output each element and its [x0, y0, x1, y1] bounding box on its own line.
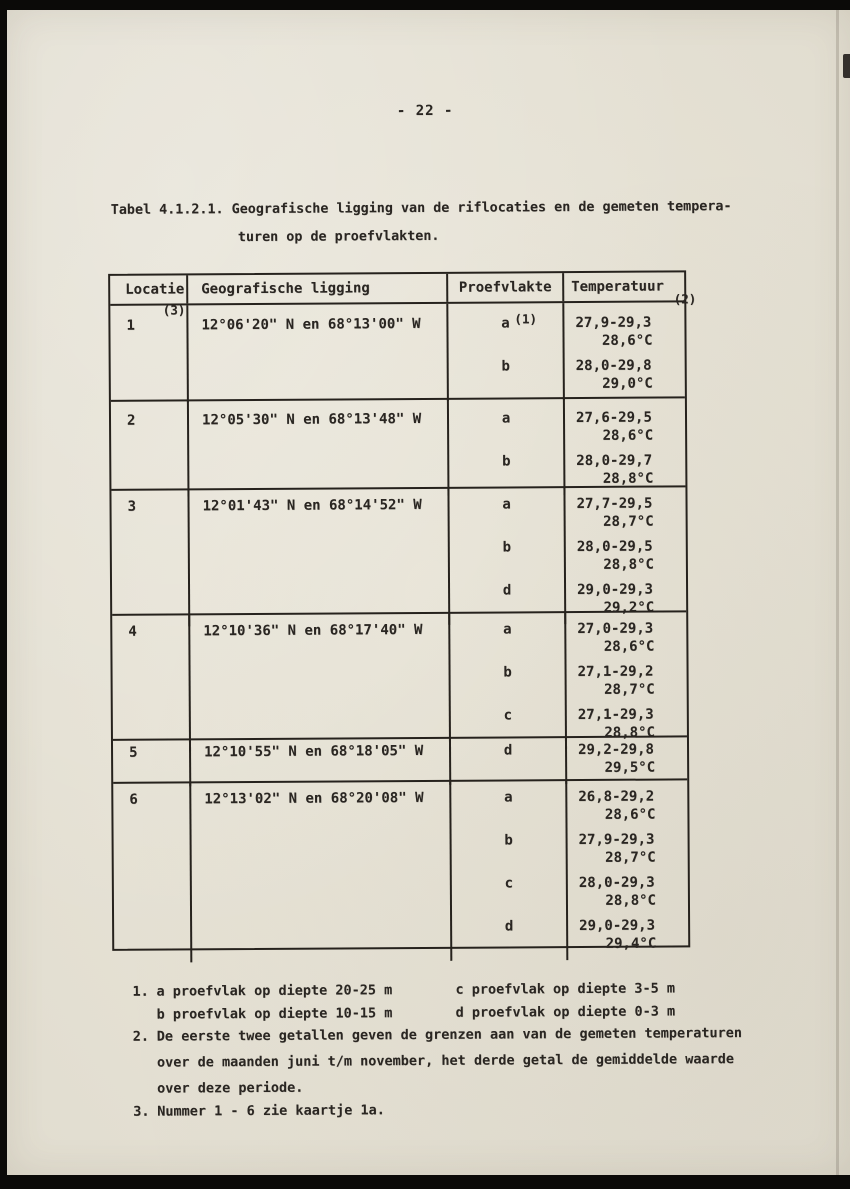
- temperature-range: 27,0-29,3: [577, 620, 654, 638]
- header-temperatuur-label: Temperatuur: [571, 278, 664, 296]
- header-temperatuur: [562, 272, 697, 307]
- proefvlak-letter: a: [501, 410, 511, 427]
- locatie-cell: 2: [126, 412, 136, 429]
- proefvlak-letter: b: [501, 358, 510, 375]
- table-row: [111, 485, 686, 614]
- temperature-entry: [578, 663, 655, 699]
- footnote-2-marker: 2.: [132, 1028, 150, 1045]
- footnote-ref-3: (3): [162, 302, 186, 318]
- proefvlak-letter: d: [502, 582, 512, 599]
- table-row: [111, 396, 686, 489]
- temperatuur-cell: [562, 302, 685, 400]
- table-caption-line1: Tabel 4.1.2.1. Geografische ligging van de riflocaties en de gemeten tempera-: [110, 199, 732, 218]
- locations-temperature-table: [108, 270, 697, 952]
- coordinates-cell: 12°05'30" N en 68°13'48" W: [187, 400, 448, 498]
- header-locatie: Locatie: [125, 281, 185, 298]
- proefvlak-letter: b: [502, 453, 511, 470]
- temperature-entry: [576, 495, 653, 531]
- temperature-entry: [579, 831, 656, 867]
- table-row: [113, 735, 687, 782]
- footnote-2-line2: over de maanden juni t/m november, het derde getal de gemiddelde waarde: [156, 1051, 735, 1071]
- table-caption: [111, 193, 771, 253]
- proefvlak-letter: c: [503, 707, 513, 724]
- temperature-entry: [575, 314, 652, 350]
- temperature-range: 27,9-29,3: [578, 831, 655, 849]
- footnote-depth-b: b proefvlak op diepte 10-15 m: [156, 1005, 393, 1023]
- temperature-entry: [579, 917, 656, 953]
- temperatuur-cell: [563, 398, 686, 495]
- proefvlakte-cell: [448, 613, 565, 750]
- page-number: - 22 -: [396, 102, 454, 120]
- proefvlak-letter: a: [503, 621, 512, 638]
- temperature-range: 28,0-29,5: [576, 538, 653, 556]
- temperature-mean: 28,6°C: [604, 806, 656, 823]
- temperatuur-cell: [564, 612, 687, 749]
- temperature-mean: 29,5°C: [604, 759, 656, 776]
- proefvlak-letter: a: [504, 789, 513, 806]
- locatie-cell: 3: [127, 498, 137, 515]
- temperature-range: 29,0-29,3: [577, 581, 653, 599]
- proefvlak-letter: d: [503, 742, 513, 759]
- footnote-ref-1: (1): [514, 311, 538, 327]
- temperature-mean: 28,6°C: [602, 427, 654, 444]
- coordinates-cell: 12°13'02" N en 68°20'08" W: [189, 782, 450, 963]
- temperature-entry: [577, 581, 654, 617]
- proefvlak-letter: d: [504, 918, 514, 935]
- temperature-range: 26,8-29,2: [578, 788, 655, 806]
- footnote-3: [133, 1099, 385, 1124]
- locatie-number: 1: [126, 317, 135, 334]
- table-row: [112, 610, 687, 739]
- proefvlak-letter-text: a: [501, 315, 510, 332]
- temperature-mean: 28,7°C: [605, 849, 656, 866]
- temperature-mean: 28,7°C: [603, 513, 654, 530]
- temperatuur-cell: [565, 737, 687, 784]
- footnote-1-marker: 1.: [132, 983, 149, 1000]
- temperature-entry: [576, 452, 653, 488]
- footnote-1-col-left: [156, 979, 455, 1027]
- temperature-range: 29,0-29,3: [579, 917, 656, 935]
- footnote-3-text: Nummer 1 - 6 zie kaartje 1a.: [157, 1102, 385, 1120]
- temperature-mean: 28,8°C: [604, 724, 655, 741]
- temperature-entry: [577, 538, 654, 574]
- footnote-1-col-right: [455, 977, 675, 1024]
- temperature-range: 28,0-29,3: [578, 874, 655, 892]
- proefvlak-letter: c: [504, 875, 514, 892]
- proefvlakte-cell: [449, 738, 565, 785]
- footnote-1-columns: [156, 977, 675, 1026]
- proefvlakte-cell: [446, 303, 563, 401]
- temperature-entry: [576, 357, 653, 393]
- temperature-range: 27,6-29,5: [575, 409, 652, 427]
- proefvlakte-cell: [447, 399, 564, 496]
- temperature-range: 27,1-29,2: [577, 663, 654, 681]
- proefvlak-letter: b: [504, 832, 513, 849]
- footnote-2-line1: De eerste twee getallen geven de grenzen aan van de gemeten temperaturen: [156, 1025, 743, 1045]
- locatie-cell: 5: [129, 744, 138, 761]
- temperature-mean: 28,8°C: [605, 892, 657, 909]
- locatie-cell: [110, 302, 187, 402]
- proefvlak-letter: b: [503, 664, 512, 681]
- temperatuur-cell: [563, 487, 686, 624]
- footnote-depth-d: d proefvlak op diepte 0-3 m: [455, 1003, 676, 1021]
- temperature-mean: 29,2°C: [603, 599, 655, 616]
- temperature-mean: 28,8°C: [603, 556, 654, 573]
- table-caption-line2: turen op de proefvlakten.: [237, 228, 440, 246]
- proefvlak-letter: b: [502, 539, 512, 556]
- locatie-cell: 6: [129, 791, 138, 808]
- temperature-entry: [577, 620, 654, 656]
- temperature-range: 29,2-29,8: [577, 741, 654, 759]
- temperature-mean: 28,6°C: [603, 638, 655, 655]
- header-proefvlakte: Proefvlakte: [446, 273, 562, 302]
- temperature-entry: [576, 409, 653, 445]
- temperature-range: 28,0-29,8: [575, 357, 652, 375]
- temperature-entry: [578, 788, 655, 824]
- footnote-1: [132, 977, 675, 1026]
- table-row: [110, 300, 685, 400]
- footnote-ref-2: (2): [673, 291, 697, 307]
- temperature-mean: 28,8°C: [602, 470, 654, 487]
- proefvlak-letter: [448, 311, 562, 351]
- coordinates-cell: 12°10'36" N en 68°17'40" W: [188, 614, 449, 752]
- temperature-entry: [578, 741, 655, 777]
- temperature-entry: [578, 706, 655, 742]
- table-row: [113, 778, 688, 952]
- coordinates-cell: 12°01'43" N en 68°14'52" W: [187, 489, 448, 627]
- footnote-depth-c: c proefvlak op diepte 3-5 m: [455, 980, 676, 998]
- temperature-range: 27,9-29,3: [575, 314, 652, 332]
- footnote-depth-a: a proefvlak op diepte 20-25 m: [156, 982, 393, 1000]
- footnote-2: [133, 1020, 743, 1102]
- table-header-row: [110, 272, 697, 307]
- temperature-range: 28,0-29,7: [576, 452, 653, 470]
- temperature-range: 27,1-29,3: [577, 706, 654, 724]
- coordinates-cell: 12°10'55" N en 68°18'05" W: [189, 739, 449, 787]
- temperature-mean: 29,0°C: [602, 375, 653, 392]
- proefvlakte-cell: [447, 488, 564, 625]
- proefvlakte-cell: [449, 781, 566, 961]
- coordinates-cell: 12°06'20" N en 68°13'00" W: [186, 304, 447, 403]
- temperature-mean: 29,4°C: [605, 935, 657, 952]
- footnote-2-line3: over deze periode.: [157, 1079, 304, 1097]
- temperature-mean: 28,6°C: [601, 332, 653, 349]
- temperature-mean: 28,7°C: [604, 681, 655, 698]
- temperature-entry: [579, 874, 656, 910]
- temperature-range: 27,7-29,5: [576, 495, 653, 513]
- footnote-3-marker: 3.: [133, 1103, 150, 1120]
- proefvlak-letter: a: [502, 496, 511, 513]
- locatie-cell: 4: [128, 623, 137, 640]
- temperatuur-cell: [565, 780, 688, 960]
- header-geografische-ligging: Geografische ligging: [186, 274, 446, 304]
